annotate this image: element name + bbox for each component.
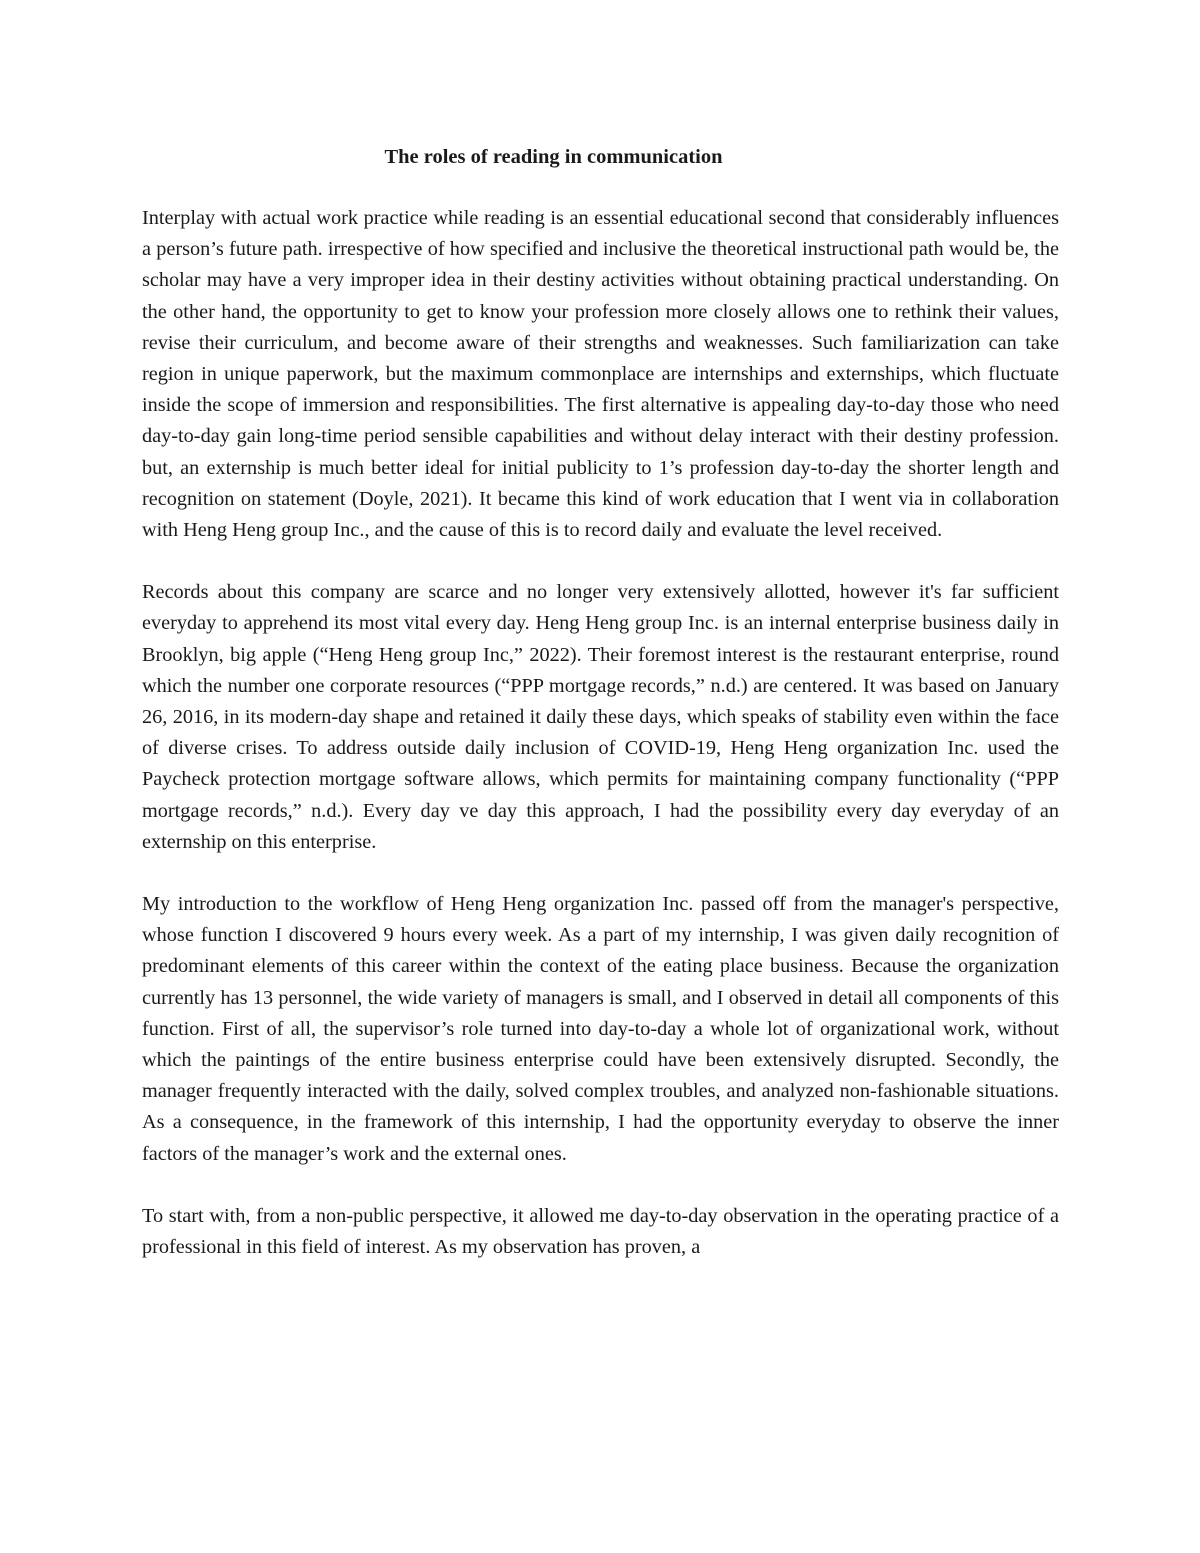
paragraph-1: Interplay with actual work practice while reading is an essential educational second that considerably influences a person’s future path. irrespective of how specified and inclusive the theoretical instructional path would be, the scholar may have a very improper idea in their destiny activities without obtaining practical understanding. On the other hand, the opportunity to get to know your profession more closely allows one to rethink their values, revise their curriculum, and become aware of their strengths and weaknesses. Such familiarization can take region in unique paperwork, but the maximum commonplace are internships and externships, which fluctuate inside the scope of immersion and responsibilities. The first alternative is appealing day-to-day those who need day-to-day gain long-time period sensible capabilities and without delay interact with their destiny profession. but, an externship is much better ideal for initial publicity to 1’s profession day-to-day the shorter length and recognition on statement (Doyle, 2021). It became this kind of work education that I went via in collaboration with Heng Heng group Inc., and the cause of this is to record daily and evaluate the level received. [142, 207, 1059, 542]
paragraph-4: To start with, from a non-public perspective, it allowed me day-to-day observation in the operating practice of a professional in this field of interest. As my observation has proven, a [142, 1204, 1059, 1259]
document-title: The roles of reading in communication [384, 146, 723, 168]
document-body [142, 203, 1059, 1294]
paragraph-2: Records about this company are scarce and no longer very extensively allotted, however it's far sufficient everyday to apprehend its most vital every day. Heng Heng group Inc. is an internal enterprise business daily in Brooklyn, big apple (“Heng Heng group Inc,” 2022). Their foremost interest is the restaurant enterprise, round which the number one corporate resources (“PPP mortgage records,” n.d.) are centered. It was based on January 26, 2016, in its modern-day shape and retained it daily these days, which speaks of stability even within the face of diverse crises. To address outside daily inclusion of COVID-19, Heng Heng organization Inc. used the Paycheck protection mortgage software allows, which permits for maintaining company functionality (“PPP mortgage records,” n.d.). Every day ve day this approach, I had the possibility every day everyday of an externship on this enterprise. [142, 581, 1059, 853]
paragraph-3: My introduction to the workflow of Heng Heng organization Inc. passed off from the manager's perspective, whose function I discovered 9 hours every week. As a part of my internship, I was given daily recognition of predominant elements of this career within the context of the eating place business. Because the organization currently has 13 personnel, the wide variety of managers is small, and I observed in detail all components of this function. First of all, the supervisor’s role turned into day-to-day a whole lot of organizational work, without which the paintings of the entire business enterprise could have been extensively disrupted. Secondly, the manager frequently interacted with the daily, solved complex troubles, and analyzed non-fashionable situations. As a consequence, in the framework of this internship, I had the opportunity everyday to observe the inner factors of the manager’s work and the external ones. [142, 893, 1059, 1165]
